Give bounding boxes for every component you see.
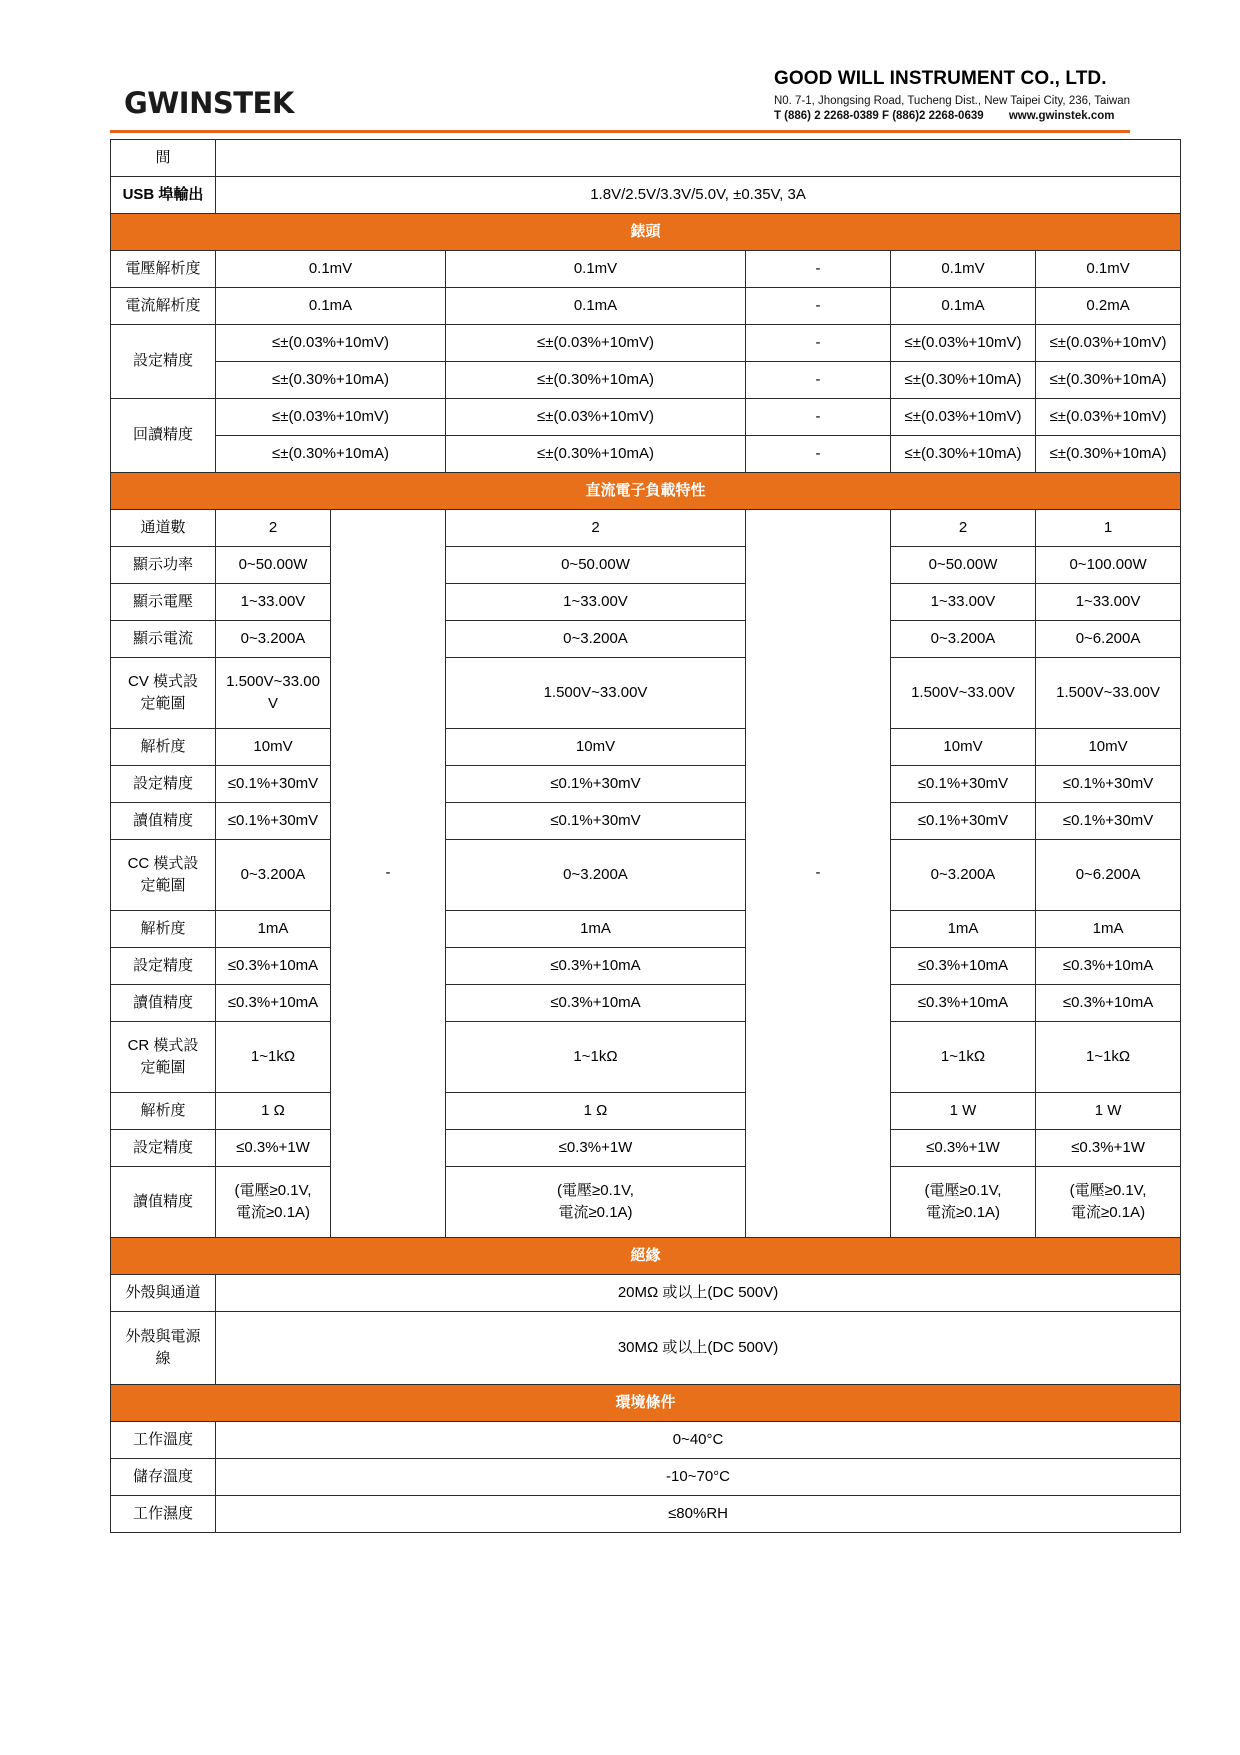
cell: 0~3.200A [891,840,1036,911]
table-row [111,1312,1181,1385]
section-header: 錶頭 [111,214,1181,251]
cell-line1: (電壓≥0.1V, [557,1181,634,1199]
cell: 0~50.00W [216,547,331,584]
row-label: 設定精度 [111,948,216,985]
table-row [111,362,1181,399]
cell: 1mA [446,911,746,948]
cell: 1~1kΩ [1036,1022,1181,1093]
table-row [111,1275,1181,1312]
cell-line1: (電壓≥0.1V, [234,1181,312,1199]
cell: ≤0.1%+30mV [1036,803,1181,840]
cell: - [746,399,891,436]
cell: ≤0.1%+30mV [1036,766,1181,803]
cell-line1: (電壓≥0.1V, [924,1181,1002,1199]
specification-table [110,139,1181,1533]
cell: ≤±(0.03%+10mV) [446,325,746,362]
cell: ≤0.1%+30mV [891,766,1036,803]
row-label: 解析度 [111,729,216,766]
logo-text: GWINSTEK [124,86,294,120]
cell: ≤±(0.30%+10mA) [891,436,1036,473]
row-label: 通道數 [111,510,216,547]
cell: ≤±(0.30%+10mA) [891,362,1036,399]
cell: 1mA [216,911,331,948]
row-label-line2: 線 [155,1350,171,1367]
cell: - [746,436,891,473]
cell: 1.500V~33.00V [891,658,1036,729]
row-label: 顯示功率 [111,547,216,584]
table-section-row [111,1385,1181,1422]
company-website[interactable]: www.gwinstek.com [1008,110,1115,122]
cell: - [746,251,891,288]
cell: 2 [891,510,1036,547]
cell: 1 W [1036,1093,1181,1130]
cell-line2: V [267,695,278,712]
cell: 2 [446,510,746,547]
row-label-line1: CR 模式設 [127,1036,199,1054]
cell: 0.2mA [1036,288,1181,325]
row-label [111,1312,216,1385]
cell: 0.1mA [891,288,1036,325]
table-section-row [111,214,1181,251]
row-label [111,840,216,911]
header-rule [110,130,1130,133]
table-row [111,1167,1181,1238]
row-label: 顯示電壓 [111,584,216,621]
table-row [111,1022,1181,1093]
row-label [111,1022,216,1093]
cell: ≤±(0.30%+10mA) [216,436,446,473]
cell: 1~33.00V [891,584,1036,621]
cell: 0~6.200A [1036,840,1181,911]
cell: 1.500V~33.00V [1036,658,1181,729]
row-label-line1: CV 模式設 [127,672,198,690]
row-label: 間 [111,140,216,177]
cell: ≤0.3%+10mA [216,985,331,1022]
cell: ≤0.1%+30mV [446,766,746,803]
cell: 0.1mV [216,251,446,288]
cell: 1 W [891,1093,1036,1130]
cell [891,1167,1036,1238]
table-row [111,911,1181,948]
row-label: 設定精度 [111,766,216,803]
table-row [111,584,1181,621]
cell: 0~50.00W [891,547,1036,584]
cell [446,1167,746,1238]
row-label: 回讀精度 [111,399,216,473]
table-row [111,510,1181,547]
cell: - [746,325,891,362]
cell: 0~100.00W [1036,547,1181,584]
table-row [111,948,1181,985]
cell: 1 Ω [216,1093,331,1130]
cell: 0~3.200A [216,840,331,911]
cell-line1: (電壓≥0.1V, [1069,1181,1147,1199]
row-label: 工作濕度 [111,1496,216,1533]
row-value: 30MΩ 或以上(DC 500V) [216,1312,1181,1385]
cell-line1: 1.500V~33.00 [226,672,320,690]
cell: ≤0.3%+10mA [446,985,746,1022]
cell: ≤±(0.03%+10mV) [1036,325,1181,362]
cell: 1~1kΩ [446,1022,746,1093]
table-row [111,325,1181,362]
row-label-line2: 定範圍 [140,695,186,712]
cell: 0~3.200A [216,621,331,658]
cell: 0~50.00W [446,547,746,584]
cell: 2 [216,510,331,547]
cell: ≤0.1%+30mV [216,766,331,803]
company-address: N0. 7-1, Jhongsing Road, Tucheng Dist., New Taipei City, 236, Taiwan [773,95,1130,107]
cell: 0.1mA [216,288,446,325]
cell: 1~1kΩ [891,1022,1036,1093]
row-label: 解析度 [111,911,216,948]
row-value: 20MΩ 或以上(DC 500V) [216,1275,1181,1312]
cell: ≤±(0.03%+10mV) [891,399,1036,436]
row-value: 1.8V/2.5V/3.3V/5.0V, ±0.35V, 3A [216,177,1181,214]
cell: ≤±(0.30%+10mA) [216,362,446,399]
table-row [111,1093,1181,1130]
header-rule-wrap [110,130,1130,133]
company-name: GOOD WILL INSTRUMENT CO., LTD. [773,68,1107,89]
cell [216,1167,331,1238]
row-label: 讀值精度 [111,985,216,1022]
table-row [111,1459,1181,1496]
row-value: -10~70°C [216,1459,1181,1496]
row-label: 解析度 [111,1093,216,1130]
company-phone: T (886) 2 2268-0389 F (886)2 2268-0639 [773,110,984,122]
cell: ≤0.3%+10mA [446,948,746,985]
cell: ≤±(0.03%+10mV) [891,325,1036,362]
table-section-row [111,473,1181,510]
table-row [111,985,1181,1022]
row-label: 電流解析度 [111,288,216,325]
cell: 0~3.200A [446,621,746,658]
company-info [774,68,1130,126]
cell: - [746,362,891,399]
table-row [111,436,1181,473]
row-label-line1: 外殼與電源 [125,1327,201,1345]
section-header: 環境條件 [111,1385,1181,1422]
cell: ≤0.1%+30mV [446,803,746,840]
cell: 1 Ω [446,1093,746,1130]
cell: ≤±(0.30%+10mA) [446,436,746,473]
row-label: 讀值精度 [111,803,216,840]
table-row [111,803,1181,840]
table-row [111,399,1181,436]
table-row [111,729,1181,766]
row-label-line2: 定範圍 [140,877,186,894]
table-row [111,621,1181,658]
cell: 10mV [891,729,1036,766]
cell: 1 [1036,510,1181,547]
row-label-line2: 定範圍 [140,1059,186,1076]
section-header: 直流電子負載特性 [111,473,1181,510]
row-label: 外殼與通道 [111,1275,216,1312]
cell-line2: 電流≥0.1A) [235,1204,311,1221]
row-label: 設定精度 [111,325,216,399]
cell: ≤0.3%+10mA [891,985,1036,1022]
cell: ≤±(0.03%+10mV) [216,399,446,436]
row-value: 0~40°C [216,1422,1181,1459]
cell: 10mV [446,729,746,766]
table-row [111,251,1181,288]
cell [1036,1167,1181,1238]
cell: ≤±(0.03%+10mV) [1036,399,1181,436]
cell: ≤±(0.03%+10mV) [446,399,746,436]
row-label: 顯示電流 [111,621,216,658]
cell: ≤±(0.30%+10mA) [1036,436,1181,473]
cell: ≤0.3%+1W [446,1130,746,1167]
cell: 1~1kΩ [216,1022,331,1093]
page-header [110,40,1130,126]
cell: 0.1mV [891,251,1036,288]
table-row [111,766,1181,803]
cell: 0.1mV [1036,251,1181,288]
cell: 10mV [1036,729,1181,766]
cell: 0~3.200A [891,621,1036,658]
cell: ≤0.3%+1W [1036,1130,1181,1167]
table-row [111,140,1181,177]
cell: ≤0.3%+1W [216,1130,331,1167]
table-row [111,547,1181,584]
table-section-row [111,1238,1181,1275]
cell-dash: - [331,510,446,1238]
table-row [111,1422,1181,1459]
row-label: 讀值精度 [111,1167,216,1238]
cell-dash: - [746,510,891,1238]
cell: ≤±(0.03%+10mV) [216,325,446,362]
table-row [111,840,1181,911]
cell: 1mA [1036,911,1181,948]
table-row [111,177,1181,214]
cell: ≤0.3%+10mA [1036,985,1181,1022]
cell: ≤0.3%+10mA [216,948,331,985]
cell: 0.1mA [446,288,746,325]
cell: ≤0.3%+1W [891,1130,1036,1167]
cell: 0~3.200A [446,840,746,911]
table-row [111,1496,1181,1533]
cell: 1mA [891,911,1036,948]
cell: 0~6.200A [1036,621,1181,658]
cell: ≤0.3%+10mA [891,948,1036,985]
row-label: 電壓解析度 [111,251,216,288]
cell [216,658,331,729]
table-row [111,288,1181,325]
cell: 0.1mV [446,251,746,288]
section-header: 絕緣 [111,1238,1181,1275]
row-label: 工作溫度 [111,1422,216,1459]
row-label: 設定精度 [111,1130,216,1167]
cell: ≤0.1%+30mV [216,803,331,840]
cell: ≤±(0.30%+10mA) [1036,362,1181,399]
row-label: USB 埠輸出 [111,177,216,214]
cell-line2: 電流≥0.1A) [925,1204,1001,1221]
cell: 1~33.00V [216,584,331,621]
table-row [111,658,1181,729]
row-value: ≤80%RH [216,1496,1181,1533]
cell: - [746,288,891,325]
cell: ≤0.3%+10mA [1036,948,1181,985]
row-empty [216,140,1181,177]
row-label [111,658,216,729]
cell-line2: 電流≥0.1A) [1070,1204,1146,1221]
cell: 10mV [216,729,331,766]
row-label-line1: CC 模式設 [127,854,199,872]
cell: 1~33.00V [446,584,746,621]
cell: 1~33.00V [1036,584,1181,621]
cell: ≤±(0.30%+10mA) [446,362,746,399]
cell: 1.500V~33.00V [446,658,746,729]
gwinstek-logo [110,86,294,126]
company-contact [774,110,1130,122]
table-row [111,1130,1181,1167]
cell-line2: 電流≥0.1A) [558,1204,633,1221]
row-label: 儲存溫度 [111,1459,216,1496]
cell: ≤0.1%+30mV [891,803,1036,840]
